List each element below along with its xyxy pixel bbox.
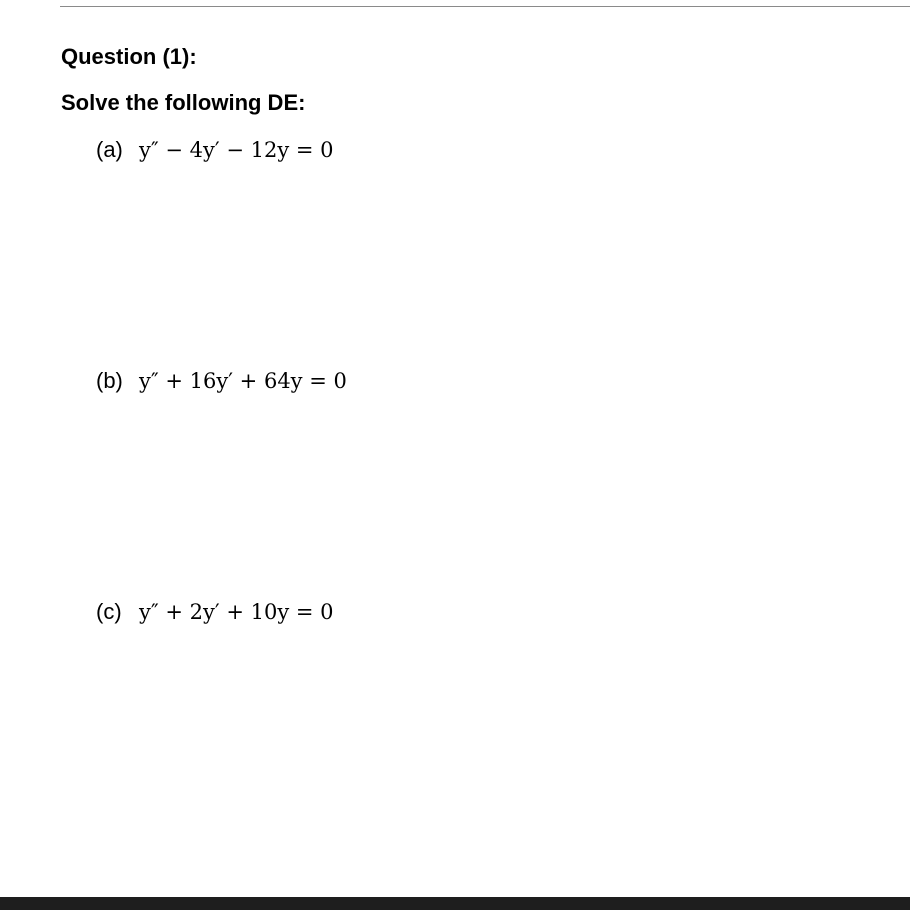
bottom-bar [0,897,910,910]
question-instruction: Solve the following DE: [61,90,306,115]
part-a [96,137,334,167]
part-b [96,368,347,398]
top-divider [60,6,910,7]
part-c [96,599,334,629]
part-b-equation: y″ + 16y′ + 64y = 0 [139,369,347,393]
part-c-equation: y″ + 2y′ + 10y = 0 [139,600,334,624]
part-b-label: (b) [96,368,123,393]
part-a-label: (a) [96,137,123,162]
part-a-equation: y″ − 4y′ − 12y = 0 [139,138,334,162]
question-title: Question (1): [61,44,197,69]
part-c-label: (c) [96,599,122,624]
